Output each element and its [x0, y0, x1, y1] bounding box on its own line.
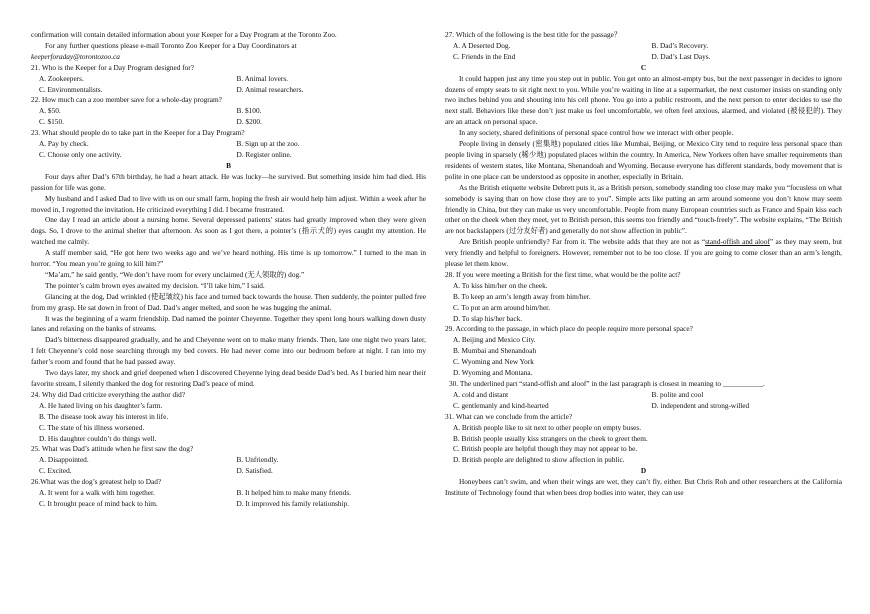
section-c-heading: C: [640, 62, 647, 72]
q22-option-a: A. $50.: [39, 106, 61, 116]
q24-option-c: C. The state of his illness worsened.: [39, 422, 145, 432]
intro-line-1: confirmation will contain detailed information about your Keeper for a Day Program at the Toronto Zoo.: [31, 30, 337, 39]
q30-option-b: B. polite and cool: [651, 389, 704, 399]
passage-c-para-4: As the British etiquette website Debrett puts it, as a British person, somebody standing too close may make you “focusless on what somebody is saying than on how close they are to you”. Simple acts like putting an arm around someone you don’t know may seem friendly in China, but they can make us very uncomfortable. People from many European countries such as France and Spain kiss each other on the cheek when they meet, yet to British person, this seems too friendly and “touch-freely”. The website explains, “The British are not backslappers (过分友好者) and generally do not show affection in public”.: [445, 182, 842, 236]
section-d-heading: D: [640, 466, 647, 476]
q24-option-b: B. The disease took away his interest in life.: [39, 411, 169, 421]
q31-option-c: C. British people are helpful though they may not appear to be.: [453, 444, 638, 454]
q22-options: [31, 106, 426, 128]
q27-option-d: D. Dad’s Last Days.: [651, 51, 711, 61]
q31-option-d: D. British people are delighted to show affection in public.: [453, 455, 625, 465]
q28-option-d: D. To slap his/her back.: [453, 313, 523, 323]
passage-d-para-1: Honeybees can’t swim, and when their wings are wet, they can’t fly, either. But Chris Roh and other researchers at the California Institute of Technology found that when bees drop bodies into water, they can use: [445, 477, 842, 498]
q26-option-b: B. It helped him to make many friends.: [236, 488, 351, 498]
question-30: 30. The underlined part “stand-offish and aloof” in the last paragraph is closest in meaning to ___________.: [449, 379, 765, 388]
passage-c-para-5: [445, 237, 842, 270]
passage-c-para-1: It could happen just any time you step out in public. You get onto an almost-empty bus, but the next passenger in decides to ignore dozens of empty seats to sit right next to you. While you’re waiting in line at a supermarket, the next customer insists on standing only two inches behind you and shouting into his cell phone. You go into a public restroom, and the next person to enter decides to use the next stall. Behaviors like these don’t just make us feel uncomfortable, we often feel anxious, alarmed, and violated (被侵犯的). They are an attack on personal space.: [445, 73, 842, 127]
q29-options: [445, 335, 842, 379]
q30-option-a: A. cold and distant: [453, 389, 509, 399]
q27-option-b: B. Dad’s Recovery.: [651, 40, 709, 50]
question-28: 28. If you were meeting a British for the first time, what would be the polite act?: [445, 269, 681, 279]
passage-b-para-9: Dad’s bitterness disappeared gradually, and he and Cheyenne went on to make many friends. Then, late one night two years later, I felt Cheyenne’s cold nose searching through my bed covers. He had never come into our bedroom before at night. I ran into my father’s room and found that he had passed away.: [31, 335, 426, 367]
q22-option-c: C. $150.: [39, 117, 64, 127]
question-21: 21. Who is the Keeper for a Day Program designed for?: [31, 62, 194, 72]
underlined-phrase: stand-offish and aloof: [705, 237, 770, 247]
q26-options: [31, 488, 426, 510]
q28-option-a: A. To kiss him/her on the cheek.: [453, 280, 548, 290]
passage-b-para-3: One day I read an article about a nursing home. Several depressed patients’ states had greatly improved when they were given dogs. So, I drove to the animal shelter that afternoon. As soon as I got there, a pointer’s (指示犬的) eyes caught my attention. He watched me calmly.: [31, 215, 426, 247]
q25-option-d: D. Satisfied.: [236, 466, 273, 476]
q22-option-d: D. $200.: [236, 117, 262, 127]
question-26: 26.What was the dog’s greatest help to Dad?: [31, 477, 162, 487]
q22-option-b: B. $100.: [236, 106, 262, 116]
q30-option-d: D. independent and strong-willed: [651, 400, 750, 410]
question-27: 27. Which of the following is the best title for the passage？: [445, 30, 622, 39]
q21-option-d: D. Animal researchers.: [236, 84, 304, 94]
q27-options: [445, 41, 842, 63]
q27-option-a: A. A Deserted Dog.: [453, 40, 511, 50]
q26-option-a: A. It went for a walk with him together.: [39, 488, 155, 498]
q26-option-c: C. It brought peace of mind back to him.: [39, 498, 158, 508]
question-31: 31. What can we conclude from the article?: [445, 411, 573, 421]
q23-option-b: B. Sign up at the zoo.: [236, 139, 300, 149]
right-column: [445, 30, 842, 499]
q28-option-b: B. To keep an arm’s length away from him/her.: [453, 291, 591, 301]
passage-b-para-6: The pointer’s calm brown eyes awaited my decision. “I’ll take him,” I said.: [45, 280, 265, 290]
q21-options: [31, 74, 426, 96]
question-24: 24. Why did Dad criticize everything the author did?: [31, 389, 186, 399]
last-para-after: ” as they may seem, but very friendly and helpful to foreigners. However, remember not to be too close. If you are going to come closer than an arm’s length, please let them know.: [445, 237, 842, 269]
q31-option-a: A. British people like to sit next to other people on empty buses.: [453, 422, 642, 432]
passage-b-para-5: “Ma’am,” he said gently, “We don’t have room for every unclaimed (无人领取的) dog.”: [45, 269, 305, 279]
q25-option-b: B. Unfriendly.: [236, 455, 279, 465]
passage-b-para-8: It was the beginning of a warm friendship. Dad named the pointer Cheyenne. Together they spent long hours walking down dusty lanes and relaxing on the banks of streams.: [31, 313, 426, 334]
section-b-heading: B: [226, 160, 231, 170]
passage-b-para-7: Glancing at the dog, Dad wrinkled (使起皱纹) his face and turned back towards the house. Then suddenly, the pointer pulled free from my grasp. He sat down in front of Dad. Dad’s anger melted, and soon he was hugging the animal.: [31, 291, 426, 312]
last-para-before: Are British people unfriendly? Far from it. The website adds that they are not as “: [459, 237, 706, 247]
q21-option-c: C. Environmentalists.: [39, 84, 103, 94]
passage-c-para-2: In any society, shared definitions of personal space control how we interact with other people.: [459, 128, 734, 138]
q27-option-c: C. Friends in the End: [453, 51, 516, 61]
q23-option-a: A. Pay by check.: [39, 139, 89, 149]
q24-option-d: D. His daughter couldn’t do things well.: [39, 433, 157, 443]
passage-b-para-10: Two days later, my shock and grief deepened when I discovered Cheyenne lying dead beside Dad’s bed. As I buried him near their favorite stream, I silently thanked the dog for restoring Dad’s peace of mind.: [31, 368, 426, 388]
q30-option-c: C. gentlemanly and kind-hearted: [453, 400, 549, 410]
passage-b-para-1: Four days after Dad’s 67th birthday, he had a heart attack. He was lucky—he survived. But something inside him had died. His passion for life was gone.: [31, 171, 426, 192]
q28-options: [445, 281, 842, 325]
left-column: [31, 30, 426, 510]
q23-option-d: D. Register online.: [236, 149, 292, 159]
q31-options: [445, 423, 842, 467]
q23-option-c: C. Choose only one activity.: [39, 149, 122, 159]
q24-options: [31, 401, 426, 445]
q31-option-b: B. British people usually kiss strangers on the cheek to greet them.: [453, 433, 648, 443]
question-25: 25. What was Dad’s attitude when he first saw the dog?: [31, 444, 194, 454]
passage-c-para-3: People living in densely (密集地) populated cities like Mumbai, Beijing, or Mexico City tend to require less personal space than people living in sparsely (稀少地) populated places within the country. In America, New Yorkers often have smaller requirements than residents of western states, like Montana, Shenandoah and Wyoming. Because everyone has different standards, body movement that is polite in one place can be understood as opposite in another, especially in Britain.: [445, 139, 842, 181]
passage-b-para-2: My husband and I asked Dad to live with us on our small farm, hoping the fresh air would help him adjust. Within a week after he moved in, I regretted the invitation. He criticized everything I did. I became frustrated.: [31, 193, 426, 214]
q21-option-b: B. Animal lovers.: [236, 73, 288, 83]
q30-options: [445, 390, 842, 412]
intro-line-2: For any further questions please e-mail Toronto Zoo Keeper for a Day Coordinators at: [45, 40, 297, 50]
q24-option-a: A. He hated living on his daughter’s farm.: [39, 400, 163, 410]
q26-option-d: D. It improved his family relationship.: [236, 498, 349, 508]
q29-option-a: A. Beijing and Mexico City.: [453, 335, 536, 345]
q25-option-a: A. Disappointed.: [39, 455, 89, 465]
contact-email: keeperforaday@torontozoo.ca: [31, 51, 120, 61]
q29-option-c: C. Wyoming and New York: [453, 357, 534, 367]
q25-option-c: C. Excited.: [39, 466, 72, 476]
q21-option-a: A. Zookeepers.: [39, 73, 84, 83]
q29-option-d: D. Wyoming and Montana.: [453, 368, 533, 378]
question-23: 23. What should people do to take part in the Keeper for a Day Program?: [31, 128, 245, 138]
q25-options: [31, 455, 426, 477]
question-29: 29. According to the passage, in which place do people require more personal space?: [445, 324, 693, 334]
question-22: 22. How much can a zoo member save for a whole-day program?: [31, 95, 222, 105]
q23-options: [31, 139, 426, 161]
q28-option-c: C. To put an arm around him/her.: [453, 302, 551, 312]
passage-b-para-4: A staff member said, “He got here two weeks ago and we’ve heard nothing. His time is up tomorrow.” I turned to the man in horror. “You mean you’re going to kill him?”: [31, 248, 426, 269]
q29-option-b: B. Mumbai and Shenandoah: [453, 346, 537, 356]
